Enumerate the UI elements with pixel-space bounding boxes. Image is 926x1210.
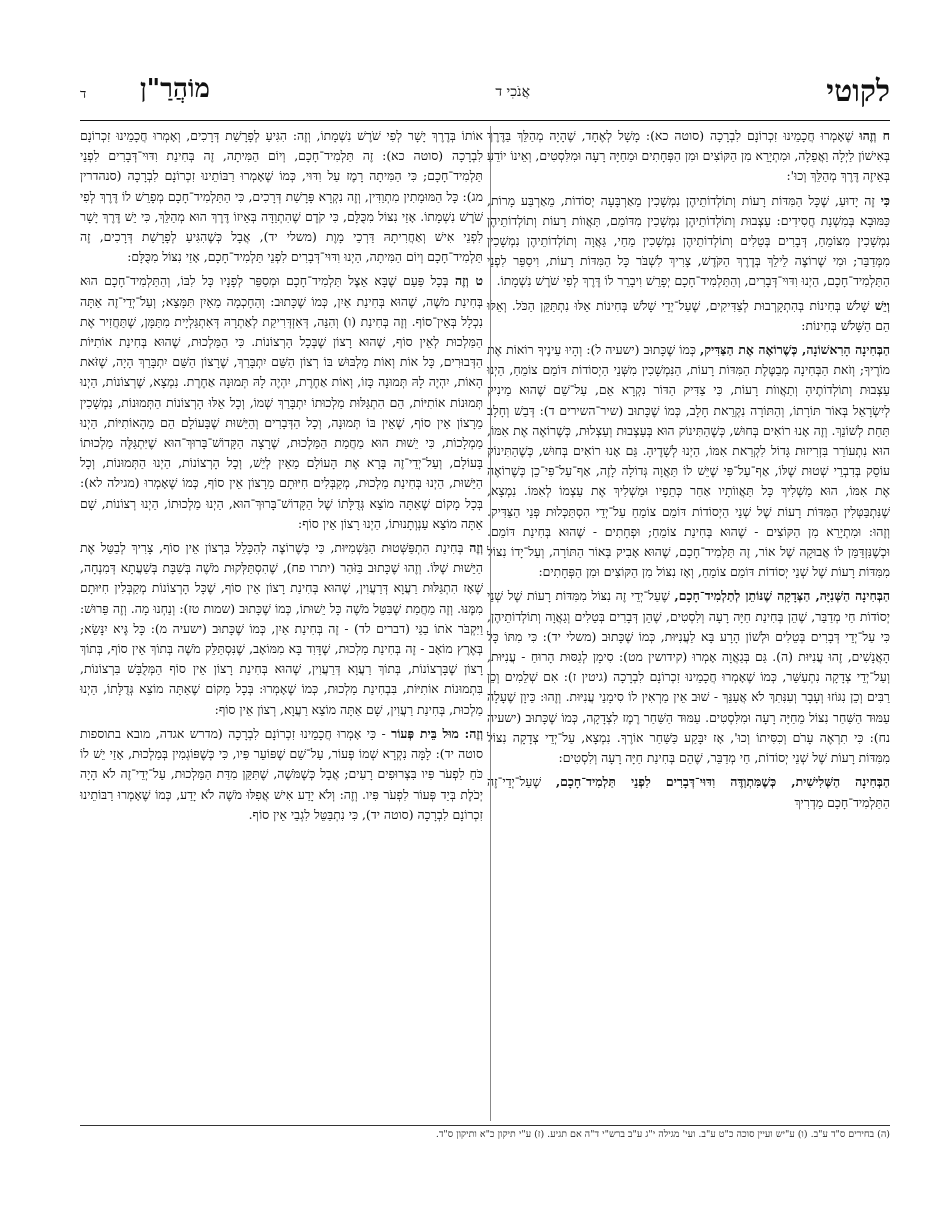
paragraph — [80, 126, 483, 267]
paragraph-lead: הַבְּחִינָה הַשְּׁלִישִׁית, כְּשֶׁמִּתְוַדֶּה וִדּוּי־דְּבָרִים לִפְנֵי תַּלְמִיד־חָכָם, — [555, 774, 890, 790]
page-number: ד — [80, 87, 87, 102]
paragraph-text: כְּמוֹ שֶׁכָּתוּב (ישעיה ל): וְהָיוּ עֵינֶיךָ רוֹאוֹת אֶת מוֹרֶיךָ; וְזֹאת הַבְּחִינָה מְבַטֶּלֶת הַמִּדּוֹת רָעוֹת, הַנִּמְשָׁכִין מִשְּׁנֵי הַיְסוֹדוֹת דּוֹמֵם צוֹמֵחַ, הַיְנוּ עַצְבוּת וְתוֹלְדוֹתֶיהָ וְתַאֲווֹת רָעוֹת, כִּי צַדִּיק הַדּוֹר נִקְרָא אֵם, עַל־שֵׁם שֶׁהוּא מֵינִיק לְיִשְׂרָאֵל בְּאוֹר תּוֹרָתוֹ, וְהַתּוֹרָה נִקְרֵאת חָלָב, כְּמוֹ שֶׁכָּתוּב (שיר־השירים ד): דְּבַשׁ וְחָלָב תַּחַת לְשׁוֹנֵךְ. וְזֶה אָנוּ רוֹאִים בְּחוּשׁ, כְּשֶׁהַתִּינוֹק הוּא בְּעַצְבוּת וְעַצְלוּת, כְּשֶׁרוֹאֶה אֶת אִמּוֹ, הוּא נִתְעוֹרֵר בִּזְרִיזוּת גָּדוֹל לִקְרַאת אִמּוֹ, הַיְנוּ לְשָׁדֶיהָ. גַּם אָנוּ רוֹאִים בְּחוּשׁ, כְּשֶׁהַתִּינוֹק עוֹסֵק בְּדִבְרֵי שְׁטוּת שֶׁלּוֹ, אַף־עַל־פִּי שֶׁיֵּשׁ לוֹ תַּאֲוָה גְּדוֹלָה לָזֶה, אַף־עַל־פִּי־כֵן כְּשֶׁרוֹאֶה אֶת אִמּוֹ, הוּא מַשְׁלִיךְ כָּל תַּאֲווֹתָיו אַחַר כְּתֵפָיו וּמַשְׁלִיךְ אֶת עַצְמוֹ לְאִמּוֹ. נִמְצָא, שֶׁנִּתְבַּטְּלִין הַמִּדּוֹת רָעוֹת שֶׁל שְׁנֵי הַיְסוֹדוֹת דּוֹמֵם צוֹמֵחַ עַל־יְדֵי הִסְתַּכְּלוּת פְּנֵי הַצַּדִּיק. וְזֶהוּ: וּמִתְיָרֵא מִן הַקּוֹצִים - שֶׁהוּא בְּחִינַת צוֹמֵחַ; וּפְחָתִים - שֶׁהוּא בְּחִינַת דּוֹמֵם. וּכְשֶׁנִּזְדַּמֵּן לוֹ אֲבוּקָה שֶׁל אוֹר, זֶה תַּלְמִיד־חָכָם, שֶׁהוּא אָבִיק בְּאוֹר הַתּוֹרָה, וְעַל־יָדוֹ נִצּוֹל מִמִּדּוֹת רָעוֹת שֶׁל שְׁנֵי יְסוֹדוֹת דּוֹמֵם צוֹמֵחַ, וְאָז נִצּוֹל מִן הַקּוֹצִים וּמִן הַפְּחָתִים: — [487, 342, 890, 580]
paragraph — [487, 772, 890, 812]
paragraph — [80, 724, 483, 825]
paragraph — [487, 586, 890, 768]
paragraph — [487, 340, 890, 582]
paragraph-text: שֶׁאָמְרוּ חֲכָמֵינוּ זִכְרוֹנָם לִבְרָכָה (סוטה כא): מָשָׁל לְאֶחָד, שֶׁהָיָה מְהַלֵּךְ בַּדֶּרֶךְ בְּאִישׁוֹן לַיְלָה וַאֲפֵלָה, וּמִתְיָרֵא מִן הַקּוֹצִים וּמִן הַפְּחָתִים וּמֵחַיָּה רָעָה וּמִלִּסְטִים, וְאֵינוֹ יוֹדֵעַ בְּאֵיזֶה דֶּרֶךְ מְהַלֵּךְ וְכוּ': — [487, 128, 890, 184]
footnote: (ה) בחירים ס"ד ע"ב. (ו) ע"יש ועיין סוכה כ"ט ע"ב. ועי' מגילה י"ג ע"ב ברש"י ד"ה אם תגיע. (ז) ע"י תיקון כ"א ותיקון ס"ד. — [435, 1129, 890, 1140]
paragraph-text: זֶה יָדוּעַ, שֶׁכָּל הַמִּדּוֹת רָעוֹת וְתוֹלְדוֹתֵיהֶן נִמְשָׁכִין מֵאַרְבָּעָה יְסוֹדוֹת, מֵאַרְבַּע מָרוֹת, כַּמּוּבָא בְּמִשְׁנַת חֲסִידִים: עַצְבוּת וְתוֹלְדוֹתֵיהֶן נִמְשָׁכִין מִדּוֹמֵם, תַּאֲווֹת רָעוֹת וְתוֹלְדוֹתֵיהֶן נִמְשָׁכִין מִצּוֹמֵחַ, דְּבָרִים בְּטֵלִים וְתוֹלְדוֹתֵיהֶן נִמְשָׁכִין מֵחַי, גַּאֲוָה וְתוֹלְדוֹתֵיהֶן נִמְשָׁכִין מִמְּדַבֵּר; וּמִי שֶׁרוֹצֶה לֵילֵךְ בְּדֶרֶךְ הַקֹּדֶשׁ, צָרִיךְ לִשְׁבֹּר כָּל הַמִּדּוֹת רָעוֹת, וִיסַפֵּר לִפְנֵי הַתַּלְמִיד־חָכָם, הַיְנוּ וִדּוּי־דְּבָרִים, וְהַתַּלְמִיד־חָכָם יְפָרֵשׁ וִיבָרֵר לוֹ דֶּרֶךְ לְפִי שֹׁרֶשׁ נִשְׁמָתוֹ. — [487, 192, 890, 289]
column-divider — [490, 126, 491, 1121]
paragraph-text: - כִּי אָמְרוּ חֲכָמֵינוּ זִכְרוֹנָם לִבְרָכָה (מדרש אגדה, מובא בתוספות סוטה יד): לָמָּה נִקְרָא שְׁמוֹ פְּעוֹר, עַל־שֵׁם שֶׁפּוֹעֵר פִּיו, כִּי כְּשֶׁפּוֹגְמִין בְּמַלְכוּת, אָזַי יֵשׁ לוֹ כֹּחַ לִפְעֹר פִּיו בִּצְרוּפִים רָעִים; אֲבָל כְּשֶׁמֹּשֶׁה, שֶׁתִּקֵּן מִדַּת הַמַּלְכוּת, עַל־יְדֵי־זֶה לֹא הָיָה יְכֹלֶת בְּיַד פְּעוֹר לִפְעֹר פִּיו. וְזֶה: וְלֹא יָדַע אִישׁ אֲפִלּוּ מֹשֶׁה לֹא יָדַע, כְּמוֹ שֶׁאָמְרוּ רַבּוֹתֵינוּ זִכְרוֹנָם לִבְרָכָה (סוטה יד), כִּי נִתְבַּטֵּל לִגְבֵי אֵין סוֹף. — [80, 725, 483, 822]
paragraph-text: שֶׁעַל־יְדֵי־זֶה הַתַּלְמִיד־חָכָם מַדְרִיךְ — [487, 774, 890, 810]
paragraph-lead: ט וְזֶה — [454, 273, 483, 289]
text-column-right — [487, 126, 890, 817]
paragraph — [487, 296, 890, 336]
paragraph-lead: הַבְּחִינָה הַשְּׁנִיָּה, הַצְּדָקָה שֶׁנּוֹתֵן לְתַלְמִיד־חָכָם, — [674, 588, 890, 604]
paragraph-text: אוֹתוֹ בְּדֶרֶךְ יָשָׁר לְפִי שֹׁרֶשׁ נִשְׁמָתוֹ, וְזֶה: הִגִּיעַ לְפָרָשַׁת דְּרָכִים, וְאָמְרוּ חֲכָמֵינוּ זִכְרוֹנָם לִבְרָכָה (סוטה כא): זֶה תַּלְמִיד־חָכָם, וְיוֹם הַמִּיתָה, זֶה בְּחִינַת וִדּוּי־דְּבָרִים לִפְנֵי תַּלְמִיד־חָכָם; כִּי הַמִּיתָה רָמֶז עַל וִדּוּי, כְּמוֹ שֶׁאָמְרוּ רַבּוֹתֵינוּ זִכְרוֹנָם לִבְרָכָה (סנהדרין מג): כָּל הַמּוּמָתִין מִתְוַדִּין, וְזֶה נִקְרָא פָּרָשַׁת דְּרָכִים, כִּי הַתַּלְמִיד־חָכָם מְפָרֵשׁ לוֹ דֶּרֶךְ לְפִי שֹׁרֶשׁ נִשְׁמָתוֹ. אָזַי נִצּוֹל מִכֻּלָּם, כִּי קֹדֶם שֶׁהִתְוַדָּה בְּאֵיזוֹ דֶּרֶךְ הוּא מְהַלֵּךְ, כִּי יֵשׁ דֶּרֶךְ יָשָׁר לִפְנֵי אִישׁ וְאַחֲרִיתָהּ דַּרְכֵי מָוֶת (משלי יד), אֲבָל כְּשֶׁהִגִּיעַ לְפָרָשַׁת דְּרָכִים, זֶה תַּלְמִיד־חָכָם וְיוֹם הַמִּיתָה, הַיְנוּ וִדּוּי־דְּבָרִים לִפְנֵי תַּלְמִיד־חָכָם, אָזַי נִצּוֹל מִכֻּלָּם: — [80, 128, 483, 265]
paragraph — [80, 538, 483, 720]
paragraph-text: בְּחִינַת הִתְפַּשְּׁטוּת הַגַּשְׁמִיּוּת, כִּי כְּשֶׁרוֹצֶה לְהִכָּלֵל בִּרְצוֹן אֵין סוֹף, צָרִיךְ לְבַטֵּל אֶת הַיֵּשׁוּת שֶׁלּוֹ. וְזֶהוּ שֶׁכָּתוּב בַּזֹּהַר (יתרו פח), שֶׁהִסְתַּלְּקוּת מֹשֶׁה בְּשַׁבָּת בְּשַׁעֲתָא דְּמִנְחָה, שֶׁאָז הִתְגַּלּוּת רַעֲוָא דְּרַעֲוִין, שֶׁהוּא בְּחִינַת רָצוֹן אֵין סוֹף, שֶׁכָּל הָרְצוֹנוֹת מְקַבְּלִין חִיּוּתָם מִמֶּנּוּ. וְזֶה מַחֲמַת שֶׁבִּטֵּל מֹשֶׁה כָּל יֵשׁוּתוֹ, כְּמוֹ שֶׁכָּתוּב (שמות טז): וְנַחְנוּ מָה. וְזֶה פֵּרוּשׁ: וַיִּקְבֹּר אֹתוֹ בַגַּי (דברים לד) - זֶה בְּחִינַת אַיִן, כְּמוֹ שֶׁכָּתוּב (ישעיה מ): כָּל גֶּיא יִנָּשֵׂא; בְּאֶרֶץ מוֹאָב - זֶה בְּחִינַת מַלְכוּת, שֶׁדָּוִד בָּא מִמּוֹאָב, שֶׁנִּסְתַּלֵּק מֹשֶׁה בְּתוֹךְ אֵין סוֹף, בְּתוֹךְ רָצוֹן שֶׁבָּרְצוֹנוֹת, בְּתוֹךְ רַעֲוָא דְּרַעֲוִין, שֶׁהוּא בְּחִינַת רָצוֹן אֵין סוֹף הַמְּלֻבָּשׁ בִּרְצוֹנוֹת, בִּתְמוּנוֹת אוֹתִיּוֹת, בִּבְחִינַת מַלְכוּת, כְּמוֹ שֶׁאָמְרוּ: בְּכָל מָקוֹם שֶׁאַתָּה מוֹצֵא גְּדֻלָּתוֹ, הַיְנוּ מַלְכוּת, בְּחִינַת רַעֲוִין, שָׁם אַתָּה מוֹצֵא רַעֲוָא, רְצוֹן אֵין סוֹף: — [80, 540, 483, 717]
paragraph-lead: הַבְּחִינָה הָרִאשׁוֹנָה, כְּשֶׁרוֹאֶה אֶת הַצַּדִּיק, — [700, 342, 890, 358]
paragraph-lead: וְזֶה: מוּל בֵּית פְּעוֹר — [391, 725, 483, 741]
paragraph-text: בְּכָל פַּעַם שֶׁבָּא אֵצֶל תַּלְמִיד־חָכָם וּמְסַפֵּר לְפָנָיו כָּל לִבּוֹ, וְהַתַּלְמִיד־חָכָם הוּא בְּחִינַת מֹשֶׁה, שֶׁהוּא בְּחִינַת אַיִן, כְּמוֹ שֶׁכָּתוּב: וְהַחָכְמָה מֵאַיִן תִּמָּצֵא; וְעַל־יְדֵי־זֶה אַתָּה נִכְלָל בְּאֵין־סוֹף. וְזֶה בְּחִינַת (ו) וְהִנֵּה, דְּאִזְדְּרִיקַת לְאַתְרָהּ דְּאִתְגַּלְיָית מִתַּמָּן, שֶׁתַּחֲזִיר אֶת הַמַּלְכוּת לְאֵין סוֹף, שֶׁהוּא רָצוֹן שֶׁבְּכָל הָרְצוֹנוֹת. כִּי הַמַּלְכוּת, שֶׁהוּא בְּחִינַת אוֹתִיּוֹת הַדְּבוּרִים, כָּל אוֹת וְאוֹת מַלְבּוּשׁ בּוֹ רְצוֹן הַשֵּׁם יִתְבָּרַךְ, שֶׁרָצוֹן הַשֵּׁם יִתְבָּרַךְ הָיָה, שֶׁזֹּאת הָאוֹת, יִהְיֶה לָהּ תְּמוּנָה כָּזוֹ, וְאוֹת אַחֶרֶת, יִהְיֶה לָהּ תְּמוּנָה אַחֶרֶת. נִמְצָא, שֶׁרְצוֹנוֹת, הַיְנוּ תְּמוּנוֹת אוֹתִיּוֹת, הֵם הִתְגַּלּוּת מַלְכוּתוֹ יִתְבָּרַךְ שְׁמוֹ, וְכָל אֵלּוּ הָרְצוֹנוֹת הַתְּמוּנוֹת, נִמְשָׁכִין מֵרָצוֹן אֵין סוֹף, שֶׁאֵין בּוֹ תְּמוּנָה, וְכָל הַדְּבָרִים וְהַיֵּשׁוּת שֶׁבָּעוֹלָם הֵם מֵהָאוֹתִיּוֹת, הַיְנוּ מַמְלָכוֹת, כִּי יֵשׁוּת הוּא מַחֲמַת הַמַּלְכוּת, שֶׁרָצָה הַקָּדוֹשׁ־בָּרוּךְ־הוּא שֶׁיִּתְגַּלֶּה מַלְכוּתוֹ בָּעוֹלָם, וְעַל־יְדֵי־זֶה בָּרָא אֶת הָעוֹלָם מֵאַיִן לְיֵשׁ, וְכָל הָרְצוֹנוֹת, הַיְנוּ הַתְּמוּנוֹת, וְכָל הַיֵּשׁוּת, הַיְנוּ בְּחִינַת מַלְכוּת, מְקַבְּלִים חִיּוּתָם מֵרָצוֹן אֵין סוֹף, כְּמוֹ שֶׁאָמְרוּ (מגילה לא): בְּכָל מָקוֹם שֶׁאַתָּה מוֹצֵא גְּדֻלָּתוֹ שֶׁל הַקָּדוֹשׁ־בָּרוּךְ־הוּא, הַיְנוּ מַלְכוּתוֹ, הַיְנוּ רְצוֹנוֹת, שָׁם אַתָּה מוֹצֵא עַנְוְתָנוּתוֹ, הַיְנוּ רָצוֹן אֵין סוֹף: — [80, 273, 483, 531]
paragraph-lead: וְיֵשׁ — [874, 297, 890, 313]
footnote-rule — [80, 1125, 890, 1126]
book-title-second: מוֹהֲרַ"ן — [140, 74, 210, 104]
paragraph — [80, 271, 483, 534]
header-rule — [80, 120, 890, 121]
text-column-left — [80, 126, 483, 829]
paragraph — [487, 191, 890, 292]
chapter-label: אֲנֹכִי ד — [495, 84, 530, 100]
page-header — [80, 62, 890, 120]
paragraph-text: שֶׁעַל־יְדֵי זֶה נִצּוֹל מִמִּדּוֹת רָעוֹת שֶׁל שְׁנֵי יְסוֹדוֹת חַי מְדַבֵּר, שֶׁהֵן בְּחִינַת חַיָּה רָעָה וְלִסְטִים, שֶׁהֵן דְּבָרִים בְּטֵלִים וְגַאֲוָה וְתוֹלְדוֹתֵיהֶן, כִּי עַל־יְדֵי דְּבָרִים בְּטֵלִים וּלְשׁוֹן הָרָע בָּא לַעֲנִיּוּת, כְּמוֹ שֶׁכָּתוּב (משלי יד): כִּי מִתּוֹ כָּל הָאֲנָשִׁים, זֶהוּ עֲנִיּוּת (ה). גַּם בְּגַאֲוָה אָמְרוּ (קידושין מט): סִימָן לְגַסּוּת הָרוּחַ - עֲנִיּוּת, וְעַל־יְדֵי צְדָקָה נִתְעַשֵּׁר, כְּמוֹ שֶׁאָמְרוּ חֲכָמֵינוּ זִכְרוֹנָם לִבְרָכָה (גיטין ז): אִם שְׁלֵמִים וְכֵן רַבִּים וְכֵן נִגּוֹזוּ וְעָבָר וְעִנִּתִךְ לֹא אֲעַנֵּךְ - שׁוּב אֵין מַרְאִין לוֹ סִימָנֵי עֲנִיּוּת. וְזֶהוּ: כֵּיוָן שֶׁעָלָה עַמּוּד הַשַּׁחַר נִצּוֹל מֵחַיָּה רָעָה וּמִלִּסְטִים. עַמּוּד הַשַּׁחַר רֶמֶז לִצְדָקָה, כְּמוֹ שֶׁכָּתוּב (ישעיה נח): כִּי תִרְאֶה עָרֹם וְכִסִּיתוֹ וְכוּ', אָז יִבָּקַע כַּשַּׁחַר אוֹרֶךָ. נִמְצָא, עַל־יְדֵי צְדָקָה נִצּוֹל מִמִּדּוֹת רָעוֹת שֶׁל שְׁנֵי יְסוֹדוֹת, חַי מְדַבֵּר, שֶׁהֵם בְּחִינַת חַיָּה רָעָה וְלִסְטִים: — [487, 588, 890, 766]
paragraph — [487, 126, 890, 187]
paragraph-lead: כִּי — [880, 192, 890, 208]
paragraph-lead: ח וְזֶהוּ — [859, 128, 890, 143]
paragraph-lead: וְזֶה — [469, 540, 483, 556]
book-title-first: לקוטי — [826, 74, 890, 109]
paragraph-text: שָׁלֹשׁ בְּחִינוֹת בְּהִתְקָרְבוּת לְצַדִּיקִים, שֶׁעַל־יְדֵי שָׁלֹשׁ בְּחִינוֹת אֵלּוּ נִתְתַּקֵּן הַכֹּל. וְאֵלּוּ הֵם הַשָּׁלֹשׁ בְּחִינוֹת: — [487, 297, 890, 333]
